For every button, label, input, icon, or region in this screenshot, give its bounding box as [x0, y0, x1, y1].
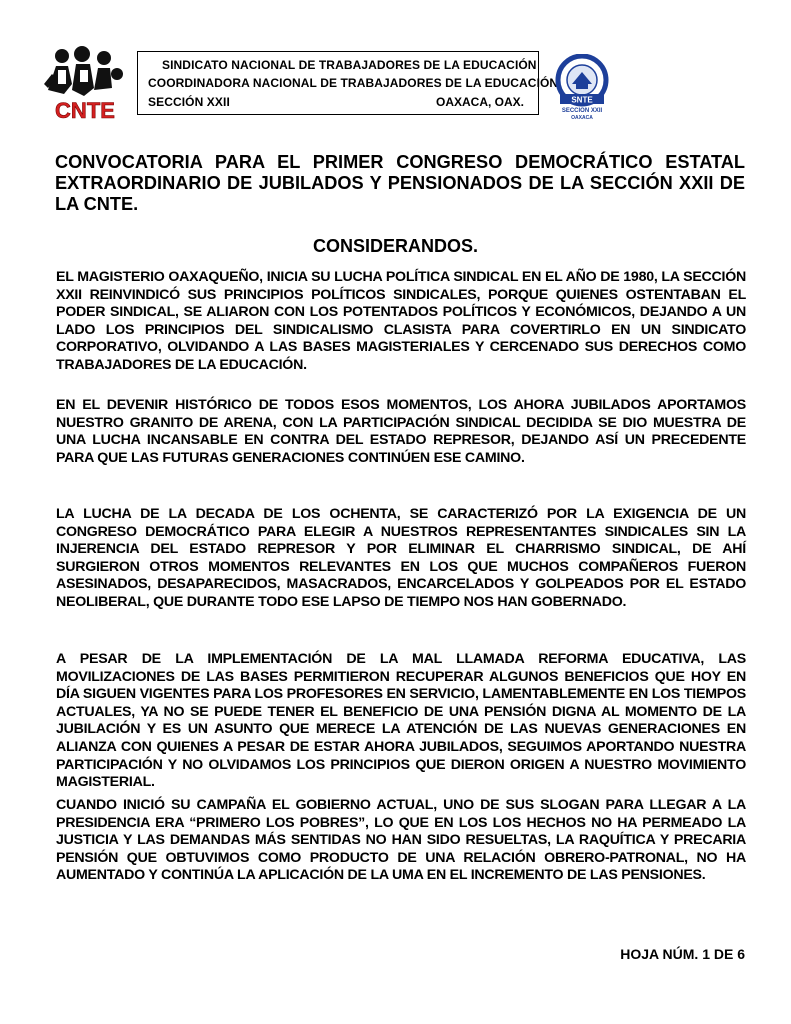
cnte-logo	[42, 44, 128, 122]
snte-seal-caption-1: SECCION XXII	[561, 108, 603, 114]
page-number: HOJA NÚM. 1 DE 6	[620, 946, 745, 962]
cnte-figures-icon	[42, 44, 128, 122]
letterhead-city: OAXACA, OAX.	[435, 95, 524, 109]
paragraph-4: A PESAR DE LA IMPLEMENTACIÓN DE LA MAL LLAMADA REFORMA EDUCATIVA, LAS MOVILIZACIONES DE LAS BASES PERMITIERON RECUPERAR ALGUNOS BENEFICIOS QUE HOY EN DÍA SIGUEN VIGENTES PARA LOS PROFESORES EN SERVICIO, LAMENTABLEMENTE EN LOS TIEMPOS ACTUALES, YA NO SE PUEDE TENER EL BENEFICIO DE UNA PENSIÓN DIGNA AL MOMENTO DE LA JUBILACIÓN Y ES UN ASUNTO QUE MERECE LA ATENCIÓN DE LAS NUEVAS GENERACIONES EN ALIANZA CON QUIENES A PESAR DE ESTAR AHORA JUBILADOS, SEGUIMOS APORTANDO NUESTRA PARTICIPACIÓN Y NO OLVIDAMOS LOS PRINCIPIOS QUE DIERON ORIGEN A NUESTRO MOVIMIENTO MAGISTERIAL.	[56, 651, 746, 791]
snte-seal	[550, 54, 614, 122]
snte-seal-caption-2: OAXACA	[571, 115, 593, 121]
letterhead-box	[137, 51, 559, 115]
paragraph-2: EN EL DEVENIR HISTÓRICO DE TODOS ESOS MOMENTOS, LOS AHORA JUBILADOS APORTAMOS NUESTRO GRANITO DE ARENA, CON LA PARTICIPACIÓN SINDICAL DECIDIDA SE DIO MUESTRA DE UNA LUCHA INCANSABLE EN CONTRA DEL ESTADO REPRESOR, DEJANDO ASÍ UN PRECEDENTE PARA QUE LAS FUTURAS GENERACIONES CONTINÚEN ESE CAMINO.	[56, 397, 746, 466]
snte-seal-icon	[550, 54, 614, 122]
letterhead-line-2: COORDINADORA NACIONAL DE TRABAJADORES DE LA EDUCACIÓN	[148, 76, 559, 90]
document-title: CONVOCATORIA PARA EL PRIMER CONGRESO DEMOCRÁTICO ESTATAL EXTRAORDINARIO DE JUBILADOS Y PENSIONADOS DE LA SECCIÓN XXII DE LA CNTE.	[55, 152, 745, 214]
snte-seal-text: SNTE	[571, 95, 593, 105]
paragraph-1: EL MAGISTERIO OAXAQUEÑO, INICIA SU LUCHA POLÍTICA SINDICAL EN EL AÑO DE 1980, LA SECCIÓN XXII REINVINDICÓ SUS PRINCIPIOS POLÍTICOS SINDICALES, PORQUE QUIENES OSTENTABAN EL PODER SINDICAL, SE ALIARON CON LOS POTENTADOS POLÍTICOS Y ECONÓMICOS, DEJANDO A UN LADO LOS PRINCIPIOS DEL SINDICALISMO CLASISTA PARA COVERTIRLO EN UN SINDICATO CORPORATIVO, OLVIDANDO A LAS BASES MAGISTERIALES Y CERCENADO SUS DERECHOS COMO TRABAJADORES DE LA EDUCACIÓN.	[56, 269, 746, 373]
paragraph-3: LA LUCHA DE LA DECADA DE LOS OCHENTA, SE CARACTERIZÓ POR LA EXIGENCIA DE UN CONGRESO DEMOCRÁTICO PARA ELEGIR A NUESTROS REPRESENTANTES SINDICALES SIN LA INJERENCIA DEL ESTADO REPRESOR Y POR ELIMINAR EL CHARRISMO SINDICAL, DE AHÍ SURGIERON OTROS MOMENTOS RELEVANTES EN LOS QUE MUCHOS COMPAÑEROS FUERON ASESINADOS, DESAPARECIDOS, MASACRADOS, ENCARCELADOS Y GOLPEADOS POR EL ESTADO NEOLIBERAL, QUE DURANTE TODO ESE LAPSO DE TIEMPO NOS HAN GOBERNADO.	[56, 506, 746, 610]
letterhead-section: SECCIÓN XXII	[148, 95, 230, 109]
paragraph-5: CUANDO INICIÓ SU CAMPAÑA EL GOBIERNO ACTUAL, UNO DE SUS SLOGAN PARA LLEGAR A LA PRESIDENCIA ERA “PRIMERO LOS POBRES”, LO QUE EN LOS LOS HECHOS NO HA PERMEADO LA JUSTICIA Y LAS DEMANDAS MÁS SENTIDAS NO HAN SIDO RESUELTAS, LA RAQUÍTICA Y PRECARIA PENSIÓN QUE OBTUVIMOS COMO PRODUCTO DE UNA RELACIÓN OBRERO-PATRONAL, NO HA AUMENTADO Y CONTINÚA LA APLICACIÓN DE LA UMA EN EL INCREMENTO DE LAS PENSIONES.	[56, 797, 746, 884]
letterhead-line-1: SINDICATO NACIONAL DE TRABAJADORES DE LA EDUCACIÓN	[162, 58, 537, 72]
section-heading: CONSIDERANDOS.	[312, 236, 478, 256]
cnte-logo-text: CNTE	[55, 98, 115, 122]
